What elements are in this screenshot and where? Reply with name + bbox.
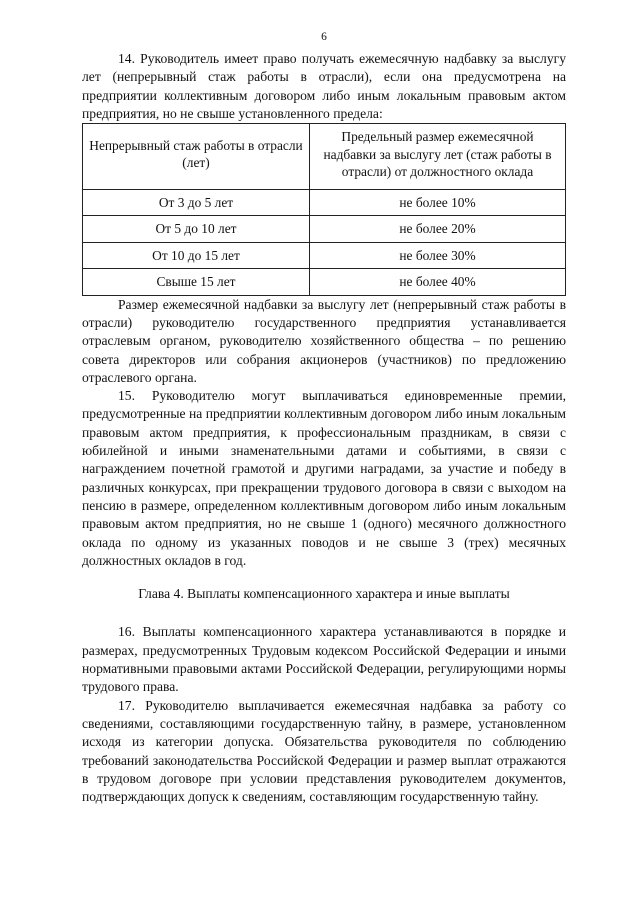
cell-experience: От 5 до 10 лет bbox=[83, 216, 310, 243]
page-number: 6 bbox=[321, 31, 327, 43]
table-row bbox=[83, 216, 566, 243]
chapter-heading: Глава 4. Выплаты компенсационного характера и иные выплаты bbox=[138, 586, 510, 602]
seniority-bonus-table bbox=[82, 123, 566, 296]
paragraph-bonus-size: Размер ежемесячной надбавки за выслугу лет (непрерывный стаж работы в отрасли) руководителю государственного предприятия устанавливается отраслевым органом, руководителю хозяйственного общества – по решению совета директоров или собрания акционеров (участников) по предложению отраслевого органа. bbox=[82, 296, 566, 385]
cell-bonus-limit: не более 20% bbox=[310, 216, 566, 243]
table-row bbox=[83, 189, 566, 216]
column-header-bonus-limit: Предельный размер ежемесячной надбавки за выслугу лет (стаж работы в отрасли) от должностного оклада bbox=[310, 124, 566, 190]
cell-bonus-limit: не более 30% bbox=[310, 242, 566, 269]
table-header-row bbox=[83, 124, 566, 190]
column-header-experience: Непрерывный стаж работы в отрасли (лет) bbox=[83, 124, 310, 190]
paragraph-17: 17. Руководителю выплачивается ежемесячная надбавка за работу со сведениями, составляющими государственную тайну, в размере, установленном исходя из категории допуска. Обязательства руководителя по соблюдению требований законодательства Российской Федерации и размер выплат отражаются в трудовом договоре при условии представления руководителем документов, подтверждающих допуск к сведениям, составляющим государственную тайну. bbox=[82, 697, 566, 805]
table-row bbox=[83, 242, 566, 269]
cell-bonus-limit: не более 10% bbox=[310, 189, 566, 216]
table-row bbox=[83, 269, 566, 296]
cell-bonus-limit: не более 40% bbox=[310, 269, 566, 296]
paragraph-16: 16. Выплаты компенсационного характера устанавливаются в порядке и размерах, предусмотренных Трудовым кодексом Российской Федерации и иными нормативными правовыми актами Российской Федерации, регулирующими нормы трудового права. bbox=[82, 624, 566, 695]
cell-experience: Свыше 15 лет bbox=[83, 269, 310, 296]
cell-experience: От 3 до 5 лет bbox=[83, 189, 310, 216]
paragraph-14: 14. Руководитель имеет право получать ежемесячную надбавку за выслугу лет (непрерывный стаж работы в отрасли), если она предусмотрена на предприятии коллективным договором либо иным локальным правовым актом предприятия, но не свыше установленного предела: bbox=[82, 51, 566, 121]
paragraph-15: 15. Руководителю могут выплачиваться единовременные премии, предусмотренные на предприятии коллективным договором либо иным локальным правовым актом предприятия, к профессиональным праздникам, в связи с юбилейной и иными знаменательными датами и событиями, в связи с награждением почетной грамотой и другими наградами, за участие и победу в различных конкурсах, при прекращении трудового договора в связи с выходом на пенсию в размере, определенном коллективным договором либо иным локальным правовым актом предприятия, но не свыше 1 (одного) месячного должностного оклада по одному из указанных поводов и не свыше 3 (трех) месячных должностных окладов в год. bbox=[82, 388, 566, 568]
cell-experience: От 10 до 15 лет bbox=[83, 242, 310, 269]
